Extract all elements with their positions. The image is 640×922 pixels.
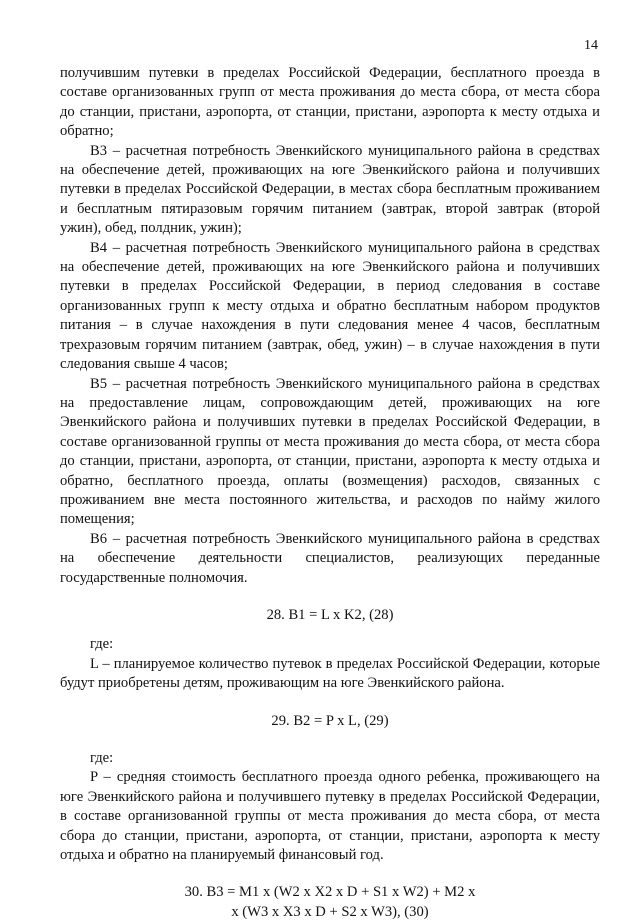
formula-29: 29. В2 = P x L, (29): [271, 712, 389, 729]
paragraph-p-definition: P – средняя стоимость бесплатного проезда одного ребенка, проживающего на юге Эвенкийского района и получившего путевку в пределах Российской Федерации, в составе организованной группы от места проживания до места сбора, от места сбора до станции, пристани, аэропорта, от станции, пристани, аэропорта к месту отдыха и обратно на планируемый финансовый год.: [60, 769, 600, 864]
paragraph-b4: В4 – расчетная потребность Эвенкийского муниципального района в средствах на обеспечение детей, проживающих на юге Эвенкийского района и получивших путевки в пределах Российской Федерации, в период следования в составе организованных групп к месту отдыха и обратно бесплатным набором продуктов питания – в случае нахождения в пути следования менее 4 часов, бесплатным трехразовым горячим питанием (завтрак, обед, ужин) – в случае нахождения в пути следования свыше 4 часов;: [60, 239, 600, 373]
where-label-2: где:: [90, 750, 114, 766]
paragraph-continuation: получившим путевки в пределах Российской Федерации, бесплатного проезда в составе организованных групп от места проживания до места сбора, от места сбора до станции, пристани, аэропорта, от станции, пристани, аэропорта к месту отдыха и обратно;: [60, 65, 600, 140]
paragraph-b3: В3 – расчетная потребность Эвенкийского муниципального района в средствах на обеспечение детей, проживающих на юге Эвенкийского района и получивших путевки в пределах Российской Федерации, в местах сбора бесплатным проживанием и бесплатным пятиразовым горячим питанием (завтрак, второй завтрак (второй ужин), обед, полдник, ужин);: [60, 142, 600, 237]
paragraph-b5: В5 – расчетная потребность Эвенкийского муниципального района в средствах на предоставление лицам, сопровождающим детей, проживающих на юге Эвенкийского района и получивших путевки в пределах Российской Федерации, в составе организованной группы от места проживания до места сбора, от места сбора до станции, пристани, аэропорта, от станции, пристани, аэропорта к месту отдыха и обратно, бесплатного проезда, оплаты (возмещения) расходов, связанных с проживанием вне места постоянного жительства, и расходов по найму жилого помещения;: [60, 375, 600, 528]
paragraph-l-definition: L – планируемое количество путевок в пределах Российской Федерации, которые будут приобретены детям, проживающим на юге Эвенкийского района.: [60, 655, 600, 692]
where-label-1: где:: [90, 636, 114, 653]
paragraph-b6: В6 – расчетная потребность Эвенкийского муниципального района в средствах на обеспечение деятельности специалистов, реализующих переданные государственные полномочия.: [60, 530, 600, 586]
page-number: 14: [584, 38, 598, 53]
formula-30-line-2: x (W3 x X3 x D + S2 x W3), (30): [231, 903, 429, 920]
formula-30-line-1: 30. В3 = М1 x (W2 x X2 x D + S1 x W2) + М2 x: [184, 884, 476, 901]
document-body: [60, 64, 600, 922]
formula-28: 28. В1 = L x K2, (28): [266, 606, 394, 623]
